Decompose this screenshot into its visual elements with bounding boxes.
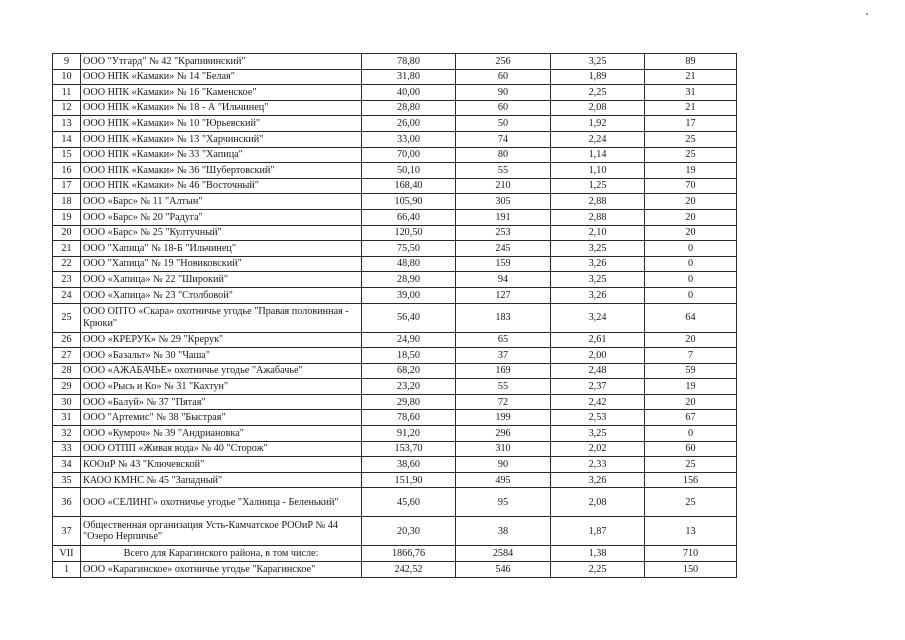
organization-name-cell: ООО «Хапица» № 22 "Широкий" bbox=[81, 272, 362, 288]
row-number-cell: 14 bbox=[53, 131, 81, 147]
area-cell: 153,70 bbox=[362, 441, 456, 457]
count-cell: 74 bbox=[456, 131, 551, 147]
quota-cell: 20 bbox=[645, 209, 737, 225]
area-cell: 68,20 bbox=[362, 363, 456, 379]
row-number-cell: 33 bbox=[53, 441, 81, 457]
row-number-cell: 1 bbox=[53, 562, 81, 578]
area-cell: 151,90 bbox=[362, 472, 456, 488]
density-cell: 2,00 bbox=[551, 348, 645, 364]
organization-name-cell: ООО «АЖАБАЧЬЕ» охотничье угодье "Ажабачье" bbox=[81, 363, 362, 379]
density-cell: 3,24 bbox=[551, 303, 645, 332]
count-cell: 169 bbox=[456, 363, 551, 379]
count-cell: 65 bbox=[456, 332, 551, 348]
count-cell: 95 bbox=[456, 488, 551, 517]
organization-name-cell: ООО «Барс» № 20 "Радуга" bbox=[81, 209, 362, 225]
area-cell: 56,40 bbox=[362, 303, 456, 332]
row-number-cell: 20 bbox=[53, 225, 81, 241]
table-row bbox=[53, 194, 737, 210]
count-cell: 159 bbox=[456, 256, 551, 272]
area-cell: 28,80 bbox=[362, 100, 456, 116]
row-number-cell: 23 bbox=[53, 272, 81, 288]
count-cell: 60 bbox=[456, 100, 551, 116]
organization-name-cell: ООО «Кумроч» № 39 "Андриановка" bbox=[81, 426, 362, 442]
area-cell: 26,00 bbox=[362, 116, 456, 132]
quota-cell: 31 bbox=[645, 85, 737, 101]
organization-name-cell: ООО НПК «Камаки» № 18 - А "Ильчинец" bbox=[81, 100, 362, 116]
row-number-cell: 32 bbox=[53, 426, 81, 442]
density-cell: 2,37 bbox=[551, 379, 645, 395]
area-cell: 78,80 bbox=[362, 54, 456, 70]
organization-name-cell: ООО "Утгард" № 42 "Крапивинский" bbox=[81, 54, 362, 70]
quota-cell: 0 bbox=[645, 272, 737, 288]
density-cell: 2,08 bbox=[551, 100, 645, 116]
quota-cell: 150 bbox=[645, 562, 737, 578]
quota-cell: 20 bbox=[645, 194, 737, 210]
quota-cell: 0 bbox=[645, 256, 737, 272]
quota-cell: 64 bbox=[645, 303, 737, 332]
quota-cell: 0 bbox=[645, 426, 737, 442]
row-number-cell: 29 bbox=[53, 379, 81, 395]
table-row bbox=[53, 303, 737, 332]
table-row bbox=[53, 147, 737, 163]
density-cell: 2,02 bbox=[551, 441, 645, 457]
row-number-cell: 11 bbox=[53, 85, 81, 101]
count-cell: 305 bbox=[456, 194, 551, 210]
table-row bbox=[53, 457, 737, 473]
count-cell: 127 bbox=[456, 287, 551, 303]
row-number-cell: 24 bbox=[53, 287, 81, 303]
row-number-cell: 27 bbox=[53, 348, 81, 364]
quota-cell: 17 bbox=[645, 116, 737, 132]
density-cell: 2,10 bbox=[551, 225, 645, 241]
organization-name-cell: ООО "Хапица" № 19 "Новиковский" bbox=[81, 256, 362, 272]
count-cell: 94 bbox=[456, 272, 551, 288]
area-cell: 78,60 bbox=[362, 410, 456, 426]
count-cell: 80 bbox=[456, 147, 551, 163]
count-cell: 210 bbox=[456, 178, 551, 194]
density-cell: 2,88 bbox=[551, 194, 645, 210]
area-cell: 105,90 bbox=[362, 194, 456, 210]
row-number-cell: 37 bbox=[53, 517, 81, 546]
table-body bbox=[53, 54, 737, 578]
organization-name-cell: ООО «СЕЛИНГ» охотничье угодье "Халница - Беленький" bbox=[81, 488, 362, 517]
count-cell: 55 bbox=[456, 163, 551, 179]
organization-name-cell: ООО «Барс» № 11 "Алтын" bbox=[81, 194, 362, 210]
table-row bbox=[53, 163, 737, 179]
table-row bbox=[53, 441, 737, 457]
count-cell: 37 bbox=[456, 348, 551, 364]
quota-cell: 19 bbox=[645, 379, 737, 395]
quota-cell: 0 bbox=[645, 241, 737, 257]
count-cell: 38 bbox=[456, 517, 551, 546]
organization-name-cell: ООО ОТПП «Живая вода» № 40 "Сторож" bbox=[81, 441, 362, 457]
area-cell: 48,80 bbox=[362, 256, 456, 272]
table-row bbox=[53, 363, 737, 379]
quota-cell: 21 bbox=[645, 100, 737, 116]
row-number-cell: 18 bbox=[53, 194, 81, 210]
table-row bbox=[53, 178, 737, 194]
table-row bbox=[53, 272, 737, 288]
row-number-cell: 25 bbox=[53, 303, 81, 332]
area-cell: 120,50 bbox=[362, 225, 456, 241]
density-cell: 1,92 bbox=[551, 116, 645, 132]
area-cell: 29,80 bbox=[362, 394, 456, 410]
table-row bbox=[53, 348, 737, 364]
area-cell: 38,60 bbox=[362, 457, 456, 473]
organization-name-cell: ООО «Хапица» № 23 "Столбовой" bbox=[81, 287, 362, 303]
count-cell: 245 bbox=[456, 241, 551, 257]
quota-cell: 67 bbox=[645, 410, 737, 426]
density-cell: 2,25 bbox=[551, 562, 645, 578]
organization-name-cell: ООО "Артемис" № 38 "Быстрая" bbox=[81, 410, 362, 426]
row-number-cell: 21 bbox=[53, 241, 81, 257]
quota-cell: 710 bbox=[645, 546, 737, 562]
area-cell: 1866,76 bbox=[362, 546, 456, 562]
count-cell: 72 bbox=[456, 394, 551, 410]
density-cell: 1,25 bbox=[551, 178, 645, 194]
organization-name-cell: ООО НПК «Камаки» № 33 "Хапица" bbox=[81, 147, 362, 163]
count-cell: 546 bbox=[456, 562, 551, 578]
row-number-cell: 13 bbox=[53, 116, 81, 132]
area-cell: 18,50 bbox=[362, 348, 456, 364]
row-number-cell: 28 bbox=[53, 363, 81, 379]
table-row bbox=[53, 209, 737, 225]
row-number-cell: VII bbox=[53, 546, 81, 562]
scan-speck bbox=[866, 13, 868, 15]
organization-name-cell: ООО НПК «Камаки» № 46 "Восточный" bbox=[81, 178, 362, 194]
quota-cell: 25 bbox=[645, 147, 737, 163]
density-cell: 1,14 bbox=[551, 147, 645, 163]
organization-name-cell: ООО «Рысь и Ко» № 31 "Кахтун" bbox=[81, 379, 362, 395]
area-cell: 39,00 bbox=[362, 287, 456, 303]
organization-name-cell: ООО «Балуй» № 37 "Пятая" bbox=[81, 394, 362, 410]
density-cell: 2,25 bbox=[551, 85, 645, 101]
organization-name-cell: ООО НПК «Камаки» № 16 "Каменское" bbox=[81, 85, 362, 101]
table-row bbox=[53, 426, 737, 442]
density-cell: 2,61 bbox=[551, 332, 645, 348]
organization-name-cell: ООО "Хапица" № 18-Б "Ильчинец" bbox=[81, 241, 362, 257]
organization-name-cell: ООО «Базальт» № 30 "Чаша" bbox=[81, 348, 362, 364]
density-cell: 3,25 bbox=[551, 426, 645, 442]
row-number-cell: 9 bbox=[53, 54, 81, 70]
quota-cell: 13 bbox=[645, 517, 737, 546]
quota-cell: 19 bbox=[645, 163, 737, 179]
table-row bbox=[53, 54, 737, 70]
row-number-cell: 30 bbox=[53, 394, 81, 410]
count-cell: 2584 bbox=[456, 546, 551, 562]
table-row bbox=[53, 488, 737, 517]
quota-cell: 20 bbox=[645, 225, 737, 241]
quota-cell: 20 bbox=[645, 394, 737, 410]
area-cell: 168,40 bbox=[362, 178, 456, 194]
row-number-cell: 16 bbox=[53, 163, 81, 179]
area-cell: 70,00 bbox=[362, 147, 456, 163]
density-cell: 1,10 bbox=[551, 163, 645, 179]
table-row bbox=[53, 562, 737, 578]
quota-cell: 59 bbox=[645, 363, 737, 379]
row-number-cell: 36 bbox=[53, 488, 81, 517]
table-row bbox=[53, 410, 737, 426]
row-number-cell: 19 bbox=[53, 209, 81, 225]
area-cell: 33,00 bbox=[362, 131, 456, 147]
organization-name-cell: ООО НПК «Камаки» № 10 "Юрьевский" bbox=[81, 116, 362, 132]
density-cell: 2,48 bbox=[551, 363, 645, 379]
area-cell: 40,00 bbox=[362, 85, 456, 101]
table-row bbox=[53, 517, 737, 546]
area-cell: 20,30 bbox=[362, 517, 456, 546]
count-cell: 199 bbox=[456, 410, 551, 426]
count-cell: 296 bbox=[456, 426, 551, 442]
row-number-cell: 10 bbox=[53, 69, 81, 85]
area-cell: 91,20 bbox=[362, 426, 456, 442]
density-cell: 3,25 bbox=[551, 272, 645, 288]
table-row bbox=[53, 85, 737, 101]
area-cell: 45,60 bbox=[362, 488, 456, 517]
quota-cell: 7 bbox=[645, 348, 737, 364]
table-row bbox=[53, 225, 737, 241]
quota-cell: 20 bbox=[645, 332, 737, 348]
row-number-cell: 15 bbox=[53, 147, 81, 163]
count-cell: 183 bbox=[456, 303, 551, 332]
density-cell: 2,08 bbox=[551, 488, 645, 517]
area-cell: 75,50 bbox=[362, 241, 456, 257]
table-row bbox=[53, 69, 737, 85]
density-cell: 2,53 bbox=[551, 410, 645, 426]
area-cell: 28,90 bbox=[362, 272, 456, 288]
row-number-cell: 35 bbox=[53, 472, 81, 488]
table-row bbox=[53, 394, 737, 410]
density-cell: 1,89 bbox=[551, 69, 645, 85]
area-cell: 24,90 bbox=[362, 332, 456, 348]
table-summary-row bbox=[53, 546, 737, 562]
density-cell: 1,87 bbox=[551, 517, 645, 546]
density-cell: 2,24 bbox=[551, 131, 645, 147]
area-cell: 23,20 bbox=[362, 379, 456, 395]
area-cell: 242,52 bbox=[362, 562, 456, 578]
count-cell: 495 bbox=[456, 472, 551, 488]
density-cell: 3,26 bbox=[551, 472, 645, 488]
quota-cell: 60 bbox=[645, 441, 737, 457]
quota-cell: 25 bbox=[645, 131, 737, 147]
count-cell: 256 bbox=[456, 54, 551, 70]
quota-cell: 25 bbox=[645, 457, 737, 473]
table-row bbox=[53, 116, 737, 132]
density-cell: 2,42 bbox=[551, 394, 645, 410]
density-cell: 2,88 bbox=[551, 209, 645, 225]
table-row bbox=[53, 241, 737, 257]
organization-name-cell: ООО ОПТО «Скара» охотничье угодье "Правая половинная - Крюки" bbox=[81, 303, 362, 332]
table-row bbox=[53, 131, 737, 147]
quota-cell: 25 bbox=[645, 488, 737, 517]
organization-name-cell: Всего для Карагинского района, в том числе: bbox=[81, 546, 362, 562]
area-cell: 50,10 bbox=[362, 163, 456, 179]
organization-name-cell: ООО НПК «Камаки» № 36 "Шубертовский" bbox=[81, 163, 362, 179]
row-number-cell: 12 bbox=[53, 100, 81, 116]
row-number-cell: 17 bbox=[53, 178, 81, 194]
organization-name-cell: ООО НПК «Камаки» № 13 "Харчинский" bbox=[81, 131, 362, 147]
table-row bbox=[53, 100, 737, 116]
table-row bbox=[53, 472, 737, 488]
organization-name-cell: ООО «Карагинское» охотничье угодье "Карагинское" bbox=[81, 562, 362, 578]
count-cell: 90 bbox=[456, 457, 551, 473]
organization-name-cell: КАОО КМНС № 45 "Западный" bbox=[81, 472, 362, 488]
organization-name-cell: ООО «Барс» № 25 "Култучный" bbox=[81, 225, 362, 241]
quota-cell: 21 bbox=[645, 69, 737, 85]
count-cell: 90 bbox=[456, 85, 551, 101]
density-cell: 3,26 bbox=[551, 287, 645, 303]
table-row bbox=[53, 256, 737, 272]
density-cell: 3,25 bbox=[551, 54, 645, 70]
quota-cell: 70 bbox=[645, 178, 737, 194]
organization-name-cell: ООО НПК «Камаки» № 14 "Белая" bbox=[81, 69, 362, 85]
count-cell: 60 bbox=[456, 69, 551, 85]
row-number-cell: 26 bbox=[53, 332, 81, 348]
table-row bbox=[53, 287, 737, 303]
row-number-cell: 22 bbox=[53, 256, 81, 272]
table-row bbox=[53, 379, 737, 395]
quota-cell: 89 bbox=[645, 54, 737, 70]
row-number-cell: 31 bbox=[53, 410, 81, 426]
table-row bbox=[53, 332, 737, 348]
density-cell: 2,33 bbox=[551, 457, 645, 473]
count-cell: 191 bbox=[456, 209, 551, 225]
count-cell: 50 bbox=[456, 116, 551, 132]
organization-name-cell: Общественная организация Усть-Камчатское РООиР № 44 "Озеро Нерпичье" bbox=[81, 517, 362, 546]
quota-cell: 0 bbox=[645, 287, 737, 303]
area-cell: 66,40 bbox=[362, 209, 456, 225]
count-cell: 310 bbox=[456, 441, 551, 457]
hunting-grounds-table bbox=[52, 53, 737, 578]
density-cell: 3,26 bbox=[551, 256, 645, 272]
organization-name-cell: ООО «КРЕРУК» № 29 "Крерук" bbox=[81, 332, 362, 348]
count-cell: 55 bbox=[456, 379, 551, 395]
density-cell: 1,38 bbox=[551, 546, 645, 562]
density-cell: 3,25 bbox=[551, 241, 645, 257]
count-cell: 253 bbox=[456, 225, 551, 241]
quota-cell: 156 bbox=[645, 472, 737, 488]
row-number-cell: 34 bbox=[53, 457, 81, 473]
area-cell: 31,80 bbox=[362, 69, 456, 85]
organization-name-cell: КООиР № 43 "Ключевской" bbox=[81, 457, 362, 473]
